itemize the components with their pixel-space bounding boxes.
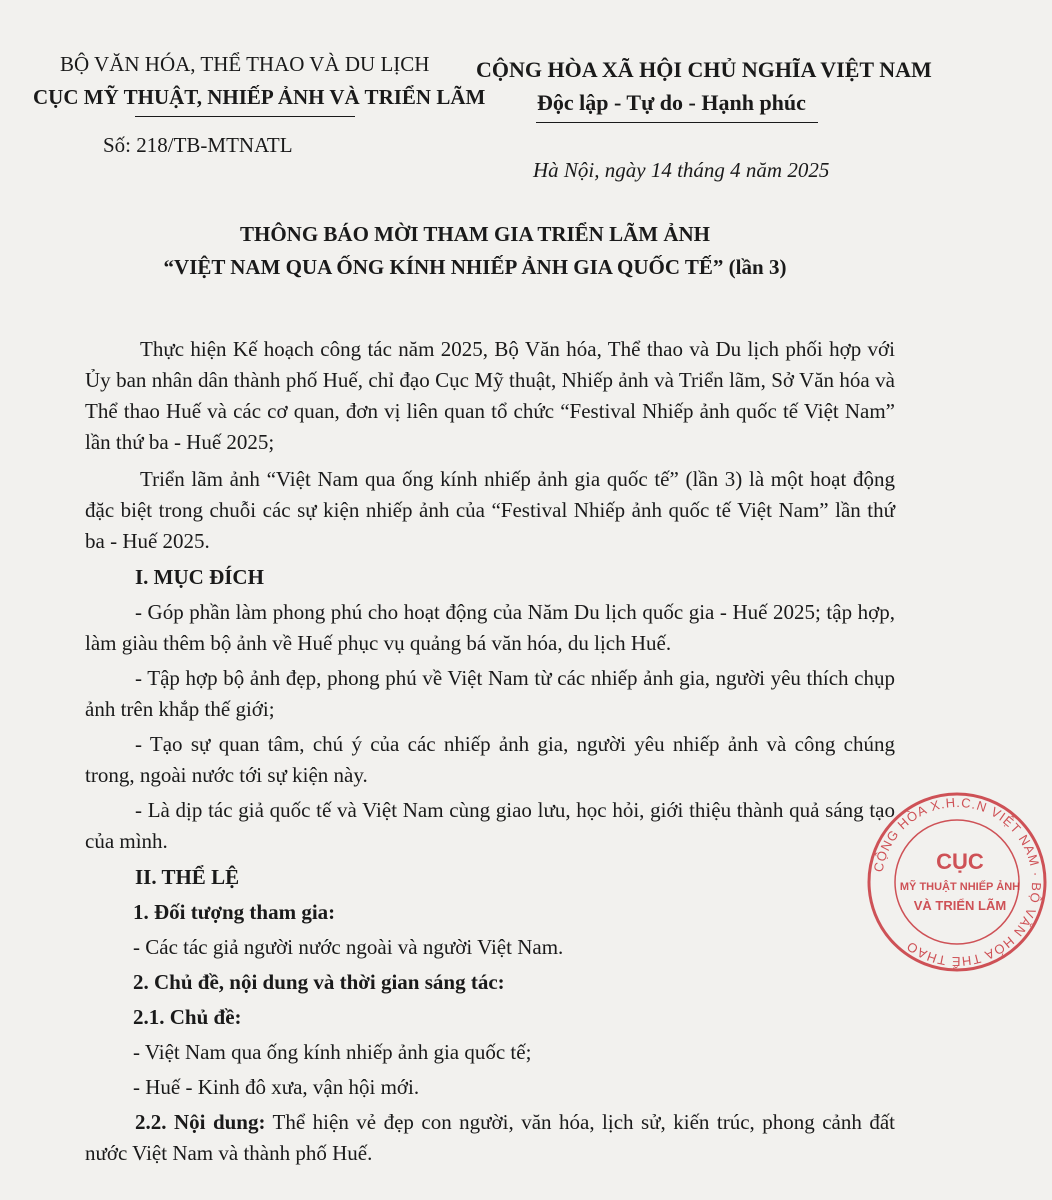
theme-item: - Việt Nam qua ống kính nhiếp ảnh gia quốc tế; — [133, 1040, 532, 1064]
subsection-theme-topic-heading: 2.1. Chủ đề: — [133, 1005, 242, 1029]
purpose-item: - Tập hợp bộ ảnh đẹp, phong phú về Việt Nam từ các nhiếp ảnh gia, người yêu thích chụp ảnh trên khắp thế giới; — [85, 666, 895, 721]
seal-center-line3: VÀ TRIỂN LÃM — [913, 898, 1007, 913]
subsection-participants-heading: 1. Đối tượng tham gia: — [133, 900, 336, 924]
national-motto: Độc lập - Tự do - Hạnh phúc — [537, 90, 806, 115]
content-label: 2.2. Nội dung: — [135, 1110, 266, 1134]
document-date: Hà Nội, ngày 14 tháng 4 năm 2025 — [533, 158, 830, 182]
seal-ring-text: CỘNG HÒA X.H.C.N VIỆT NAM · BỘ VĂN HÓA THỂ THAO — [870, 794, 1045, 970]
participants-text: - Các tác giả người nước ngoài và người Việt Nam. — [133, 935, 564, 959]
intro-paragraph-2: Triển lãm ảnh “Việt Nam qua ống kính nhiếp ảnh gia quốc tế” (lần 3) là một hoạt động đặc biệt trong chuỗi các sự kiện nhiếp ảnh của “Festival Nhiếp ảnh quốc tế Việt Nam” lần thứ ba - Huế 2025. — [85, 467, 895, 553]
motto-underline — [536, 122, 818, 123]
content-text: Thể hiện vẻ đẹp con người, văn hóa, lịch sử, kiến trúc, phong cảnh đất nước Việt Nam và thành phố Huế. — [85, 1110, 895, 1165]
department-name: CỤC MỸ THUẬT, NHIẾP ẢNH VÀ TRIỂN LÃM — [33, 85, 486, 109]
seal-center-title: CỤC — [936, 849, 984, 874]
document-title-line2: “VIỆT NAM QUA ỐNG KÍNH NHIẾP ẢNH GIA QUỐC TẾ” (lần 3) — [163, 255, 787, 279]
theme-item: - Huế - Kinh đô xưa, vận hội mới. — [133, 1075, 420, 1099]
document-title-line1: THÔNG BÁO MỜI THAM GIA TRIỂN LÃM ẢNH — [239, 222, 711, 246]
seal-center-line2: MỸ THUẬT NHIẾP ẢNH — [899, 881, 1021, 893]
country-name: CỘNG HÒA XÃ HỘI CHỦ NGHĨA VIỆT NAM — [476, 57, 932, 82]
section-heading-rules: II. THỂ LỆ — [135, 865, 240, 889]
content-paragraph — [85, 1107, 895, 1169]
document-body — [85, 334, 895, 1169]
department-underline — [135, 116, 355, 117]
document-number: Số: 218/TB-MTNATL — [103, 133, 293, 157]
subsection-theme-heading: 2. Chủ đề, nội dung và thời gian sáng tác: — [133, 970, 505, 994]
purpose-item: - Tạo sự quan tâm, chú ý của các nhiếp ảnh gia, người yêu nhiếp ảnh và công chúng trong, ngoài nước tới sự kiện này. — [85, 732, 895, 787]
intro-paragraph-1: Thực hiện Kế hoạch công tác năm 2025, Bộ Văn hóa, Thể thao và Du lịch phối hợp với Ủy ban nhân dân thành phố Huế, chỉ đạo Cục Mỹ thuật, Nhiếp ảnh và Triển lãm, Sở Văn hóa và Thể thao Huế và các cơ quan, đơn vị liên quan tổ chức “Festival Nhiếp ảnh quốc tế Việt Nam” lần thứ ba - Huế 2025; — [85, 337, 895, 454]
purpose-item: - Là dịp tác giả quốc tế và Việt Nam cùng giao lưu, học hỏi, giới thiệu thành quả sáng tạo của mình. — [85, 798, 895, 853]
section-heading-purpose: I. MỤC ĐÍCH — [135, 565, 264, 589]
ministry-name: BỘ VĂN HÓA, THỂ THAO VÀ DU LỊCH — [60, 52, 430, 76]
official-seal-stamp — [862, 787, 1052, 977]
purpose-item: - Góp phần làm phong phú cho hoạt động của Năm Du lịch quốc gia - Huế 2025; tập hợp, làm giàu thêm bộ ảnh về Huế phục vụ quảng bá văn hóa, du lịch Huế. — [85, 600, 895, 655]
